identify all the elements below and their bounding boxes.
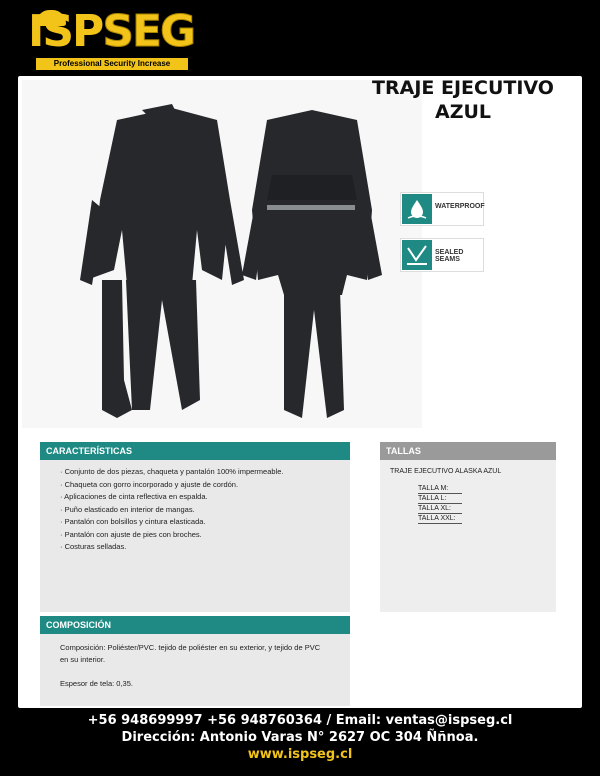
espesor-text: Espesor de tela: 0,35.: [60, 679, 133, 688]
list-item: · Pantalón con bolsillos y cintura elasticada.: [60, 516, 350, 529]
size-xxl: TALLA XXL:: [418, 514, 462, 524]
composicion-text: Composición: Poliéster/PVC. tejido de poliéster en su exterior, y tejido de PVC en su interior.: [60, 643, 321, 664]
tallas-heading: TALLAS: [380, 442, 556, 460]
sealed-seams-icon: [402, 240, 432, 270]
caracteristicas-panel: [40, 460, 350, 612]
logo-wordmark: [28, 6, 194, 58]
title-line-1: TRAJE EJECUTIVO: [372, 77, 554, 99]
size-l: TALLA L:: [418, 494, 462, 504]
rain-suit-image: [22, 80, 422, 428]
composicion-heading: COMPOSICIÓN: [40, 616, 350, 634]
list-item: · Aplicaciones de cinta reflectiva en espalda.: [60, 491, 350, 504]
waterproof-badge: [400, 192, 484, 226]
list-item: · Pantalón con ajuste de pies con broches.: [60, 529, 350, 542]
list-item: · Chaqueta con gorro incorporado y ajuste de cordón.: [60, 479, 350, 492]
tallas-product: TRAJE EJECUTIVO ALASKA AZUL: [390, 468, 502, 475]
contact-address: Dirección: Antonio Varas N° 2627 OC 304 Ññnoa.: [121, 730, 479, 745]
contact-phones-email[interactable]: +56 948699997 +56 948760364 / Email: ventas@ispseg.cl: [87, 713, 513, 728]
logo-isp: ISP: [28, 6, 103, 57]
composicion-panel: [40, 634, 350, 706]
caracteristicas-list: [40, 460, 350, 554]
reflective-tape: [267, 205, 355, 210]
product-photo: [22, 80, 422, 428]
sealed-seams-label: SEALED SEAMS: [435, 249, 464, 263]
size-m: TALLA M:: [418, 484, 462, 494]
logo-tagline: Professional Security Increase: [36, 58, 188, 70]
waterproof-label: WATERPROOF: [435, 203, 485, 210]
product-title: [348, 76, 578, 124]
tallas-panel: [380, 460, 556, 612]
caracteristicas-heading: CARACTERÍSTICAS: [40, 442, 350, 460]
website-link[interactable]: www.ispseg.cl: [247, 747, 353, 762]
title-line-2: AZUL: [434, 101, 492, 123]
header: [0, 0, 600, 76]
size-xl: TALLA XL:: [418, 504, 462, 514]
list-item: · Conjunto de dos piezas, chaqueta y pantalón 100% impermeable.: [60, 466, 350, 479]
logo-seg: SEG: [102, 6, 195, 57]
water-drop-icon: [402, 194, 432, 224]
list-item: · Costuras selladas.: [60, 541, 350, 554]
list-item: · Puño elasticado en interior de mangas.: [60, 504, 350, 517]
sealed-seams-badge: [400, 238, 484, 272]
datasheet-page: [18, 76, 582, 708]
contact-footer: [0, 712, 600, 763]
ispseg-logo[interactable]: [28, 6, 195, 72]
